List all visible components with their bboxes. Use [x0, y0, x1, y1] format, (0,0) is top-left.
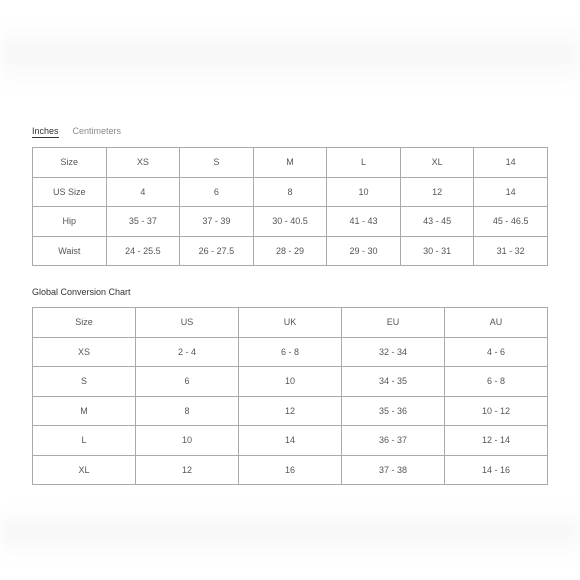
- table-cell: 10: [239, 367, 342, 397]
- table-cell: 12: [239, 396, 342, 426]
- unit-toggle: [32, 126, 121, 138]
- table-cell: 29 - 30: [327, 236, 401, 266]
- table-cell: EU: [342, 308, 445, 338]
- table-cell: M: [253, 148, 327, 178]
- tab-centimeters[interactable]: Centimeters: [72, 126, 122, 136]
- table-row: [33, 367, 548, 397]
- table-cell: 24 - 25.5: [106, 236, 180, 266]
- table-cell: XL: [400, 148, 474, 178]
- table-cell: 37 - 39: [180, 207, 254, 237]
- table-row: [33, 236, 548, 266]
- table-cell: 6: [180, 177, 254, 207]
- table-cell: 4 - 6: [445, 337, 548, 367]
- table-cell: 28 - 29: [253, 236, 327, 266]
- table-cell: 26 - 27.5: [180, 236, 254, 266]
- table-cell: Hip: [33, 207, 107, 237]
- conversion-chart-title: Global Conversion Chart: [32, 287, 131, 297]
- blurred-header-area: [0, 20, 580, 90]
- table-row: [33, 177, 548, 207]
- table-cell: 8: [253, 177, 327, 207]
- table-cell: 14 - 16: [445, 455, 548, 485]
- table-cell: L: [327, 148, 401, 178]
- table-cell: US Size: [33, 177, 107, 207]
- table-row: [33, 308, 548, 338]
- table-cell: 45 - 46.5: [474, 207, 548, 237]
- table-cell: 10: [327, 177, 401, 207]
- tab-inches[interactable]: Inches: [32, 126, 59, 136]
- table-cell: 2 - 4: [136, 337, 239, 367]
- blurred-footer-area: [0, 505, 580, 560]
- table-cell: Size: [33, 308, 136, 338]
- table-row: [33, 207, 548, 237]
- table-row: [33, 455, 548, 485]
- table-cell: UK: [239, 308, 342, 338]
- table-cell: 32 - 34: [342, 337, 445, 367]
- table-cell: 34 - 35: [342, 367, 445, 397]
- table-cell: XL: [33, 455, 136, 485]
- table-cell: 6: [136, 367, 239, 397]
- table-cell: S: [180, 148, 254, 178]
- table-cell: AU: [445, 308, 548, 338]
- table-cell: 43 - 45: [400, 207, 474, 237]
- table-cell: XS: [106, 148, 180, 178]
- table-cell: 12: [136, 455, 239, 485]
- table-cell: 30 - 40.5: [253, 207, 327, 237]
- table-cell: L: [33, 426, 136, 456]
- table-cell: 8: [136, 396, 239, 426]
- table-cell: 12: [400, 177, 474, 207]
- conversion-chart-table: [32, 307, 548, 485]
- table-row: [33, 396, 548, 426]
- table-cell: 6 - 8: [239, 337, 342, 367]
- table-cell: S: [33, 367, 136, 397]
- table-cell: XS: [33, 337, 136, 367]
- table-cell: 14: [474, 148, 548, 178]
- table-row: [33, 426, 548, 456]
- table-cell: 14: [474, 177, 548, 207]
- table-cell: 37 - 38: [342, 455, 445, 485]
- table-cell: 10: [136, 426, 239, 456]
- table-cell: 35 - 36: [342, 396, 445, 426]
- table-cell: Waist: [33, 236, 107, 266]
- table-cell: 30 - 31: [400, 236, 474, 266]
- table-cell: 36 - 37: [342, 426, 445, 456]
- table-cell: M: [33, 396, 136, 426]
- size-chart-table: [32, 147, 548, 266]
- table-cell: US: [136, 308, 239, 338]
- table-cell: 14: [239, 426, 342, 456]
- table-cell: 12 - 14: [445, 426, 548, 456]
- table-cell: 10 - 12: [445, 396, 548, 426]
- table-cell: 16: [239, 455, 342, 485]
- table-row: [33, 337, 548, 367]
- table-cell: 35 - 37: [106, 207, 180, 237]
- table-cell: 31 - 32: [474, 236, 548, 266]
- table-cell: 6 - 8: [445, 367, 548, 397]
- table-cell: 4: [106, 177, 180, 207]
- table-cell: 41 - 43: [327, 207, 401, 237]
- table-row: [33, 148, 548, 178]
- table-cell: Size: [33, 148, 107, 178]
